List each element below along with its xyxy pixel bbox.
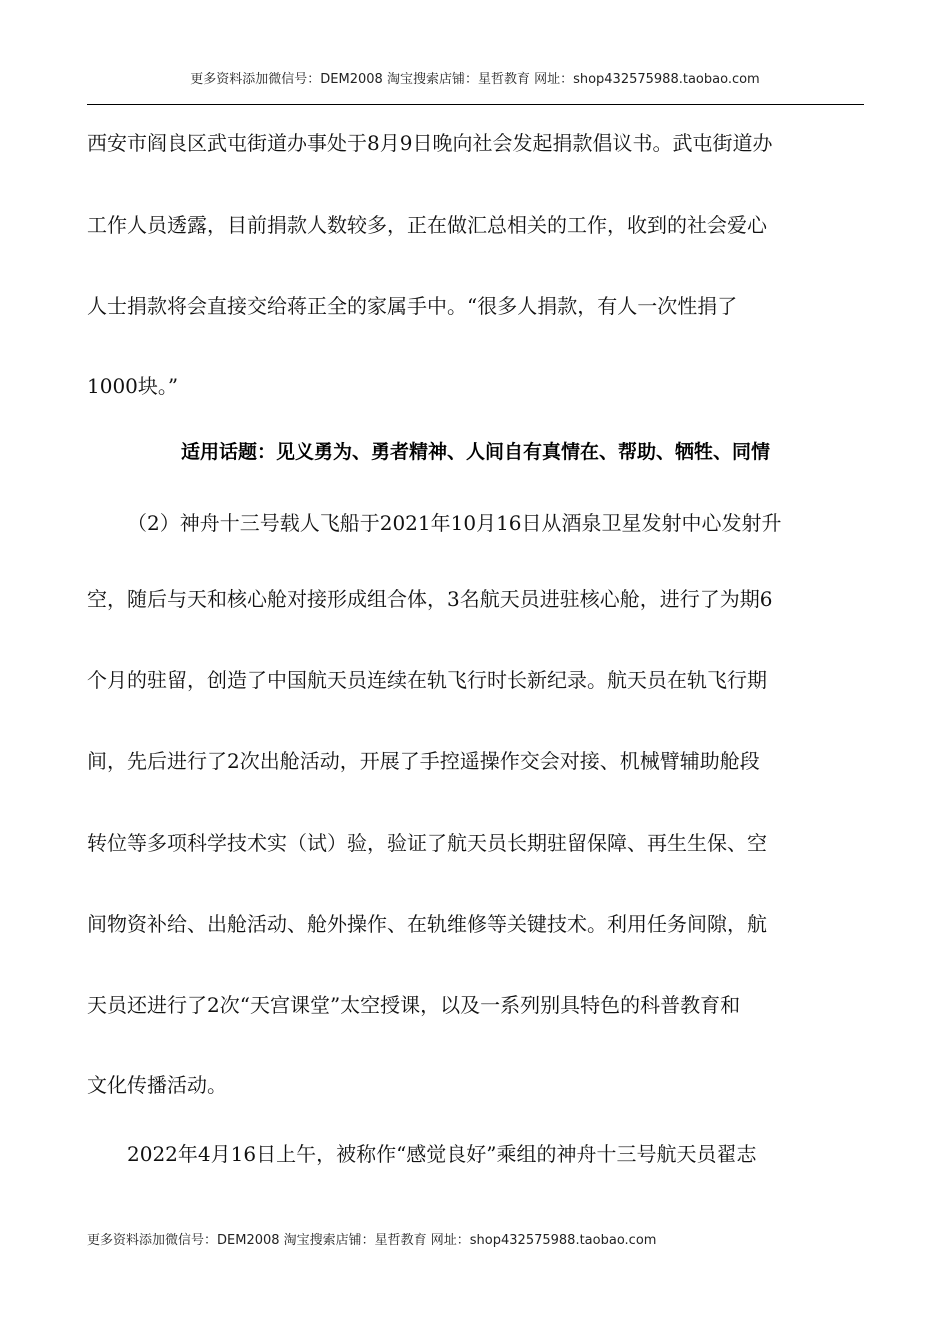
paragraph-line: 转位等多项科学技术实（试）验，验证了航天员长期驻留保障、再生生保、空 [87, 831, 767, 855]
paragraph-line: 天员还进行了2次“天宫课堂”太空授课，以及一系列别具特色的科普教育和 [87, 993, 741, 1017]
paragraph-line: 文化传播活动。 [87, 1073, 227, 1097]
paragraph-line: 人士捐款将会直接交给蒋正全的家属手中。“很多人捐款，有人一次性捐了 [87, 294, 738, 318]
header-divider [87, 104, 864, 105]
paragraph-line: 2022年4月16日上午，被称作“感觉良好”乘组的神舟十三号航天员翟志 [127, 1142, 757, 1166]
paragraph-line: 工作人员透露，目前捐款人数较多，正在做汇总相关的工作，收到的社会爱心 [87, 213, 767, 237]
paragraph-line: （2）神舟十三号载人飞船于2021年10月16日从酒泉卫星发射中心发射升 [127, 511, 782, 535]
paragraph-line: 间物资补给、出舱活动、舱外操作、在轨维修等关键技术。利用任务间隙，航 [87, 912, 767, 936]
page-footer: 更多资料添加微信号：DEM2008 淘宝搜索店铺：星哲教育 网址：shop432575988.taobao.com [87, 1233, 657, 1248]
paragraph-line: 间，先后进行了2次出舱活动，开展了手控遥操作交会对接、机械臂辅助舱段 [87, 749, 760, 773]
page-header: 更多资料添加微信号：DEM2008 淘宝搜索店铺：星哲教育 网址：shop432575988.taobao.com [190, 72, 760, 87]
paragraph-line: 空，随后与天和核心舱对接形成组合体，3名航天员进驻核心舱，进行了为期6 [87, 587, 773, 611]
paragraph-line: 个月的驻留，创造了中国航天员连续在轨飞行时长新纪录。航天员在轨飞行期 [87, 668, 767, 692]
paragraph-line: 西安市阎良区武屯街道办事处于8月9日晚向社会发起捐款倡议书。武屯街道办 [87, 131, 773, 155]
topic-heading: 适用话题：见义勇为、勇者精神、人间自有真情在、帮助、牺牲、同情 [180, 441, 770, 463]
paragraph-line: 1000块。” [87, 374, 179, 398]
